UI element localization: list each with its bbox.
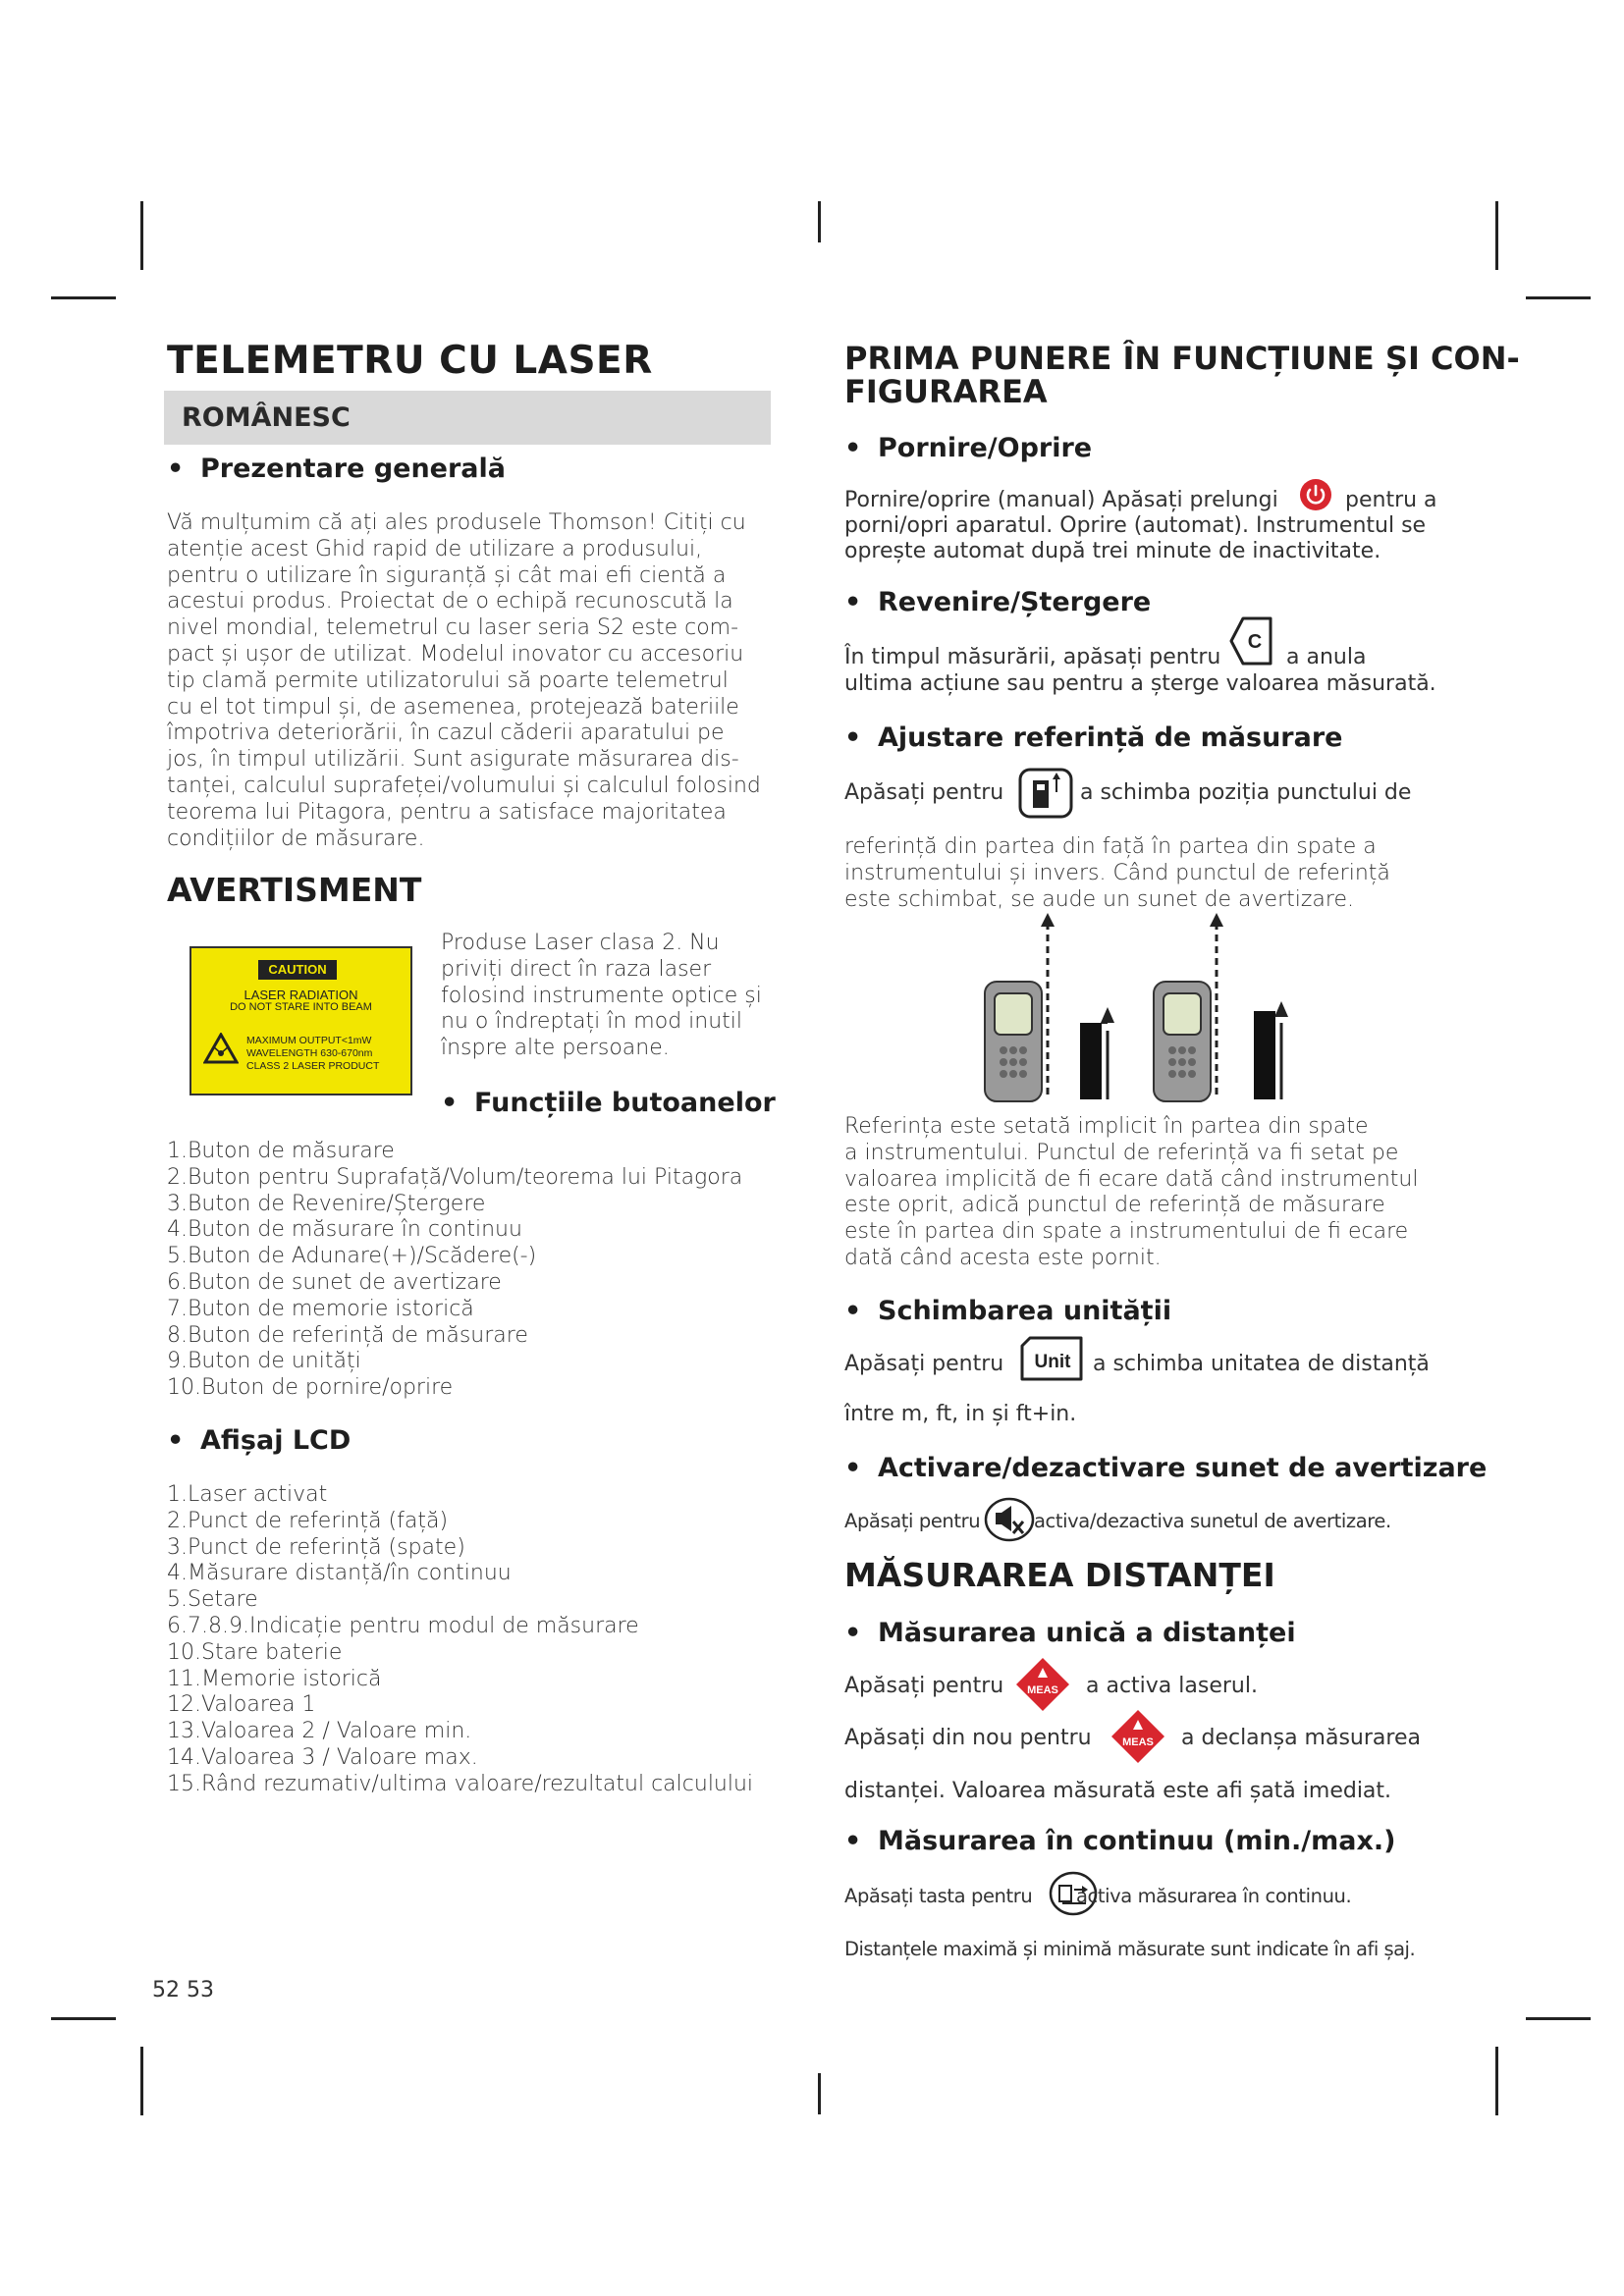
warning-triangle-icon	[203, 1033, 239, 1064]
language-band: ROMÂNESC	[164, 391, 771, 445]
overview-line: teorema lui Pitagora, pentru a satisface majoritatea	[167, 799, 727, 825]
lcd-item: 11.Memorie istorică	[167, 1666, 382, 1691]
buttons-list	[167, 1139, 776, 1402]
crop-mark	[818, 2073, 821, 2114]
warning-line: nu o îndreptați în mod inutil	[441, 1009, 743, 1035]
reference-diagram	[967, 913, 1311, 1109]
buttons-heading	[441, 1088, 776, 1118]
page-number: 52 53	[152, 1978, 214, 2002]
clear-line1b: a anula	[1286, 645, 1367, 669]
single-heading-text: Măsurarea unică a distanței	[878, 1618, 1296, 1648]
single-line2a: Apăsați din nou pentru	[844, 1726, 1092, 1750]
single-line1b: a activa laserul.	[1086, 1674, 1258, 1698]
clear-key-label: C	[1247, 631, 1263, 653]
lcd-item: 5.Setare	[167, 1587, 258, 1613]
ref-line: este schimbat, se aude un sunet de avertizare.	[844, 886, 1354, 912]
bullet: •	[844, 1296, 862, 1326]
caution-spec3: CLASS 2 LASER PRODUCT	[246, 1060, 380, 1072]
ref-default-line: valoarea implicită de fi ecare dată când instrumentul	[844, 1166, 1419, 1192]
bullet: •	[844, 1826, 862, 1856]
arrow-up-icon	[1101, 1007, 1114, 1023]
arrow-up-icon	[1274, 1001, 1288, 1017]
ref-default-paragraph	[844, 1114, 1458, 1272]
lcd-item: 14.Valoarea 3 / Valoare max.	[167, 1744, 478, 1770]
overview-heading	[167, 454, 506, 484]
overview-line: pact și ușor de utilizat. Modelul inovator cu accesoriu	[167, 641, 744, 667]
unit-line2: între m, ft, in și ft+in.	[844, 1402, 1077, 1426]
button-function-item: 10.Buton de pornire/oprire	[167, 1375, 454, 1401]
overview-line: acestui produs. Proiectat de o echipă recunoscută la	[167, 589, 733, 614]
button-function-item: 7.Buton de memorie istorică	[167, 1296, 474, 1321]
distance-title: MĂSURAREA DISTANȚEI	[844, 1556, 1275, 1594]
bullet: •	[844, 433, 862, 463]
unit-heading-text: Schimbarea unității	[878, 1296, 1172, 1326]
unit-key-icon	[1016, 1332, 1087, 1385]
clear-heading	[844, 587, 1151, 617]
ref-line1a: Apăsați pentru	[844, 780, 1004, 805]
ref-default-line: este în partea din spate a instrumentului de fi ecare	[844, 1219, 1409, 1245]
clear-line1a: În timpul măsurării, apăsați pentru	[844, 645, 1221, 669]
crop-mark	[51, 296, 116, 299]
power-heading	[844, 433, 1092, 463]
power-line2: porni/opri aparatul. Oprire (automat). Instrumentul se	[844, 513, 1427, 538]
reference-key-icon	[1017, 767, 1074, 820]
warning-heading: AVERTISMENT	[167, 871, 422, 909]
overview-line: condițiilor de măsurare.	[167, 826, 425, 851]
unit-line1a: Apăsați pentru	[844, 1352, 1004, 1376]
meas-key-icon	[1110, 1708, 1166, 1765]
crop-mark	[1495, 2047, 1498, 2115]
power-icon	[1299, 478, 1332, 511]
caution-spec2: WAVELENGTH 630-670nm	[246, 1047, 373, 1059]
bullet: •	[167, 454, 185, 484]
warning-line: Produse Laser clasa 2. Nu	[441, 931, 720, 955]
unit-heading	[844, 1296, 1171, 1326]
cont-line-b: activa măsurarea în continuu.	[1076, 1885, 1352, 1907]
buttons-heading-text: Funcțiile butoanelor	[474, 1088, 776, 1118]
crop-mark	[1495, 201, 1498, 270]
unit-line1b: a schimba unitatea de distanță	[1093, 1352, 1430, 1376]
arrow-up-icon	[1041, 913, 1055, 927]
button-function-item: 8.Buton de referință de măsurare	[167, 1322, 528, 1348]
lcd-item: 2.Punct de referință (față)	[167, 1508, 449, 1533]
cont-heading-text: Măsurarea în continuu (min./max.)	[878, 1826, 1396, 1856]
cont-line-a: Apăsați tasta pentru	[844, 1885, 1033, 1907]
bullet: •	[844, 1618, 862, 1648]
lcd-item: 1.Laser activat	[167, 1482, 328, 1507]
warning-paragraph	[441, 931, 780, 1062]
button-function-item: 1.Buton de măsurare	[167, 1139, 395, 1163]
ref-line: instrumentului și invers. Când punctul de referință	[844, 860, 1390, 885]
lcd-list	[167, 1482, 776, 1798]
lcd-item: 4.Măsurare distanță/în continuu	[167, 1561, 512, 1586]
overview-line: atenție acest Ghid rapid de utilizare a produsului,	[167, 536, 703, 561]
crop-mark	[1526, 2017, 1591, 2020]
cont-heading	[844, 1826, 1395, 1856]
lcd-item: 3.Punct de referință (spate)	[167, 1534, 465, 1560]
power-heading-text: Pornire/Oprire	[878, 433, 1093, 463]
warning-line: înspre alte persoane.	[441, 1036, 670, 1061]
button-function-item: 6.Buton de sunet de avertizare	[167, 1269, 502, 1295]
beep-mute-icon	[984, 1496, 1037, 1543]
power-line3: oprește automat după trei minute de inactivitate.	[844, 539, 1381, 563]
ref-default-line: este oprit, adică punctul de referință de măsurare	[844, 1193, 1385, 1218]
lcd-heading-text: Afișaj LCD	[200, 1425, 352, 1456]
arrow-up-icon	[1210, 913, 1223, 927]
ref-default-line: a instrumentului. Punctul de referință va fi setat pe	[844, 1140, 1399, 1165]
lcd-item: 12.Valoarea 1	[167, 1692, 316, 1718]
overview-line: nivel mondial, telemetrul cu laser seria S2 este com-	[167, 615, 739, 641]
rangefinder-device-icon	[1154, 982, 1211, 1101]
caution-label	[189, 946, 412, 1095]
setup-title-line1: PRIMA PUNERE ÎN FUNCȚIUNE ȘI CON-	[844, 340, 1520, 377]
bullet: •	[167, 1425, 185, 1456]
caution-line1: LASER RADIATION	[244, 988, 358, 1002]
crop-mark	[1526, 296, 1591, 299]
setup-title-line2: FIGURAREA	[844, 373, 1048, 410]
lcd-heading	[167, 1425, 351, 1456]
crop-mark	[140, 2047, 143, 2115]
single-line1a: Apăsați pentru	[844, 1674, 1004, 1698]
lcd-item: 15.Rând rezumativ/ultima valoare/rezultatul calculului	[167, 1771, 754, 1796]
lcd-item: 6.7.8.9.Indicație pentru modul de măsurare	[167, 1613, 639, 1638]
button-function-item: 2.Buton pentru Suprafață/Volum/teorema lui Pitagora	[167, 1164, 743, 1190]
power-line1a: Pornire/oprire (manual) Apăsați prelungi	[844, 488, 1278, 512]
crop-mark	[818, 201, 821, 242]
beep-heading-text: Activare/dezactivare sunet de avertizare	[878, 1453, 1488, 1483]
single-heading	[844, 1618, 1296, 1648]
ref-default-line: Referința este setată implicit în partea din spate	[844, 1114, 1369, 1139]
warning-line: folosind instrumente optice și	[441, 983, 762, 1008]
caution-spec1: MAXIMUM OUTPUT<1mW	[246, 1035, 372, 1046]
ref-line: referință din partea din față în partea din spate a	[844, 834, 1377, 859]
rangefinder-device-icon	[985, 982, 1042, 1101]
page-title: TELEMETRU CU LASER	[167, 339, 653, 383]
button-function-item: 5.Buton de Adunare(+)/Scădere(-)	[167, 1244, 537, 1269]
clear-heading-text: Revenire/Ștergere	[878, 587, 1152, 617]
ref-default-line: dată când acesta este pornit.	[844, 1245, 1162, 1270]
bullet: •	[844, 722, 862, 753]
meas-key-icon	[1014, 1656, 1071, 1713]
warning-line: priviți direct în raza laser	[441, 956, 712, 982]
meas-key-label: MEAS	[1027, 1684, 1058, 1696]
ref-paragraph	[844, 834, 1458, 913]
overview-line: pentru o utilizare în siguranță și cât mai efi cientă a	[167, 562, 727, 588]
overview-line: cu el tot timpul și, de asemenea, protejează bateriile	[167, 694, 739, 720]
button-function-item: 4.Buton de măsurare în continuu	[167, 1217, 522, 1243]
ref-line1b: a schimba poziția punctului de	[1080, 780, 1412, 805]
overview-line: împotriva deteriorării, în cazul căderii aparatului pe	[167, 721, 725, 746]
overview-heading-text: Prezentare generală	[200, 454, 507, 484]
overview-paragraph	[167, 510, 776, 852]
button-function-item: 3.Buton de Revenire/Ștergere	[167, 1191, 486, 1216]
overview-line: tanței, calculul suprafeței/volumului și calculul folosind	[167, 773, 761, 798]
overview-line: jos, în timpul utilizării. Sunt asigurate măsurarea dis-	[167, 747, 739, 773]
lcd-item: 13.Valoarea 2 / Valoare min.	[167, 1719, 472, 1744]
power-line1b: pentru a	[1345, 488, 1437, 512]
beep-line-a: Apăsați pentru	[844, 1510, 981, 1532]
ref-heading	[844, 722, 1342, 753]
lcd-item: 10.Stare baterie	[167, 1639, 343, 1665]
overview-line: tip clamă permite utilizatorului să poarte telemetrul	[167, 667, 729, 693]
bullet: •	[844, 587, 862, 617]
overview-line: Vă mulțumim că ați ales produsele Thomson! Citiți cu	[167, 510, 746, 535]
caution-line2: DO NOT STARE INTO BEAM	[230, 1001, 372, 1013]
clear-line2: ultima acțiune sau pentru a șterge valoarea măsurată.	[844, 671, 1436, 696]
crop-mark	[140, 201, 143, 270]
ref-heading-text: Ajustare referință de măsurare	[878, 722, 1343, 753]
single-line3: distanței. Valoarea măsurată este afi șată imediat.	[844, 1779, 1392, 1803]
bullet: •	[844, 1453, 862, 1483]
beep-heading	[844, 1453, 1487, 1483]
bullet: •	[441, 1088, 459, 1118]
clear-key-icon	[1227, 614, 1276, 669]
button-function-item: 9.Buton de unități	[167, 1349, 361, 1374]
cont-line2: Distanțele maximă și minimă măsurate sunt indicate în afi șaj.	[844, 1938, 1416, 1960]
crop-mark	[51, 2017, 116, 2020]
unit-key-label: Unit	[1034, 1352, 1071, 1372]
meas-key-label: MEAS	[1122, 1736, 1154, 1748]
beep-line-b: activa/dezactiva sunetul de avertizare.	[1034, 1510, 1391, 1532]
single-line2b: a declanșa măsurarea	[1181, 1726, 1421, 1750]
caution-title: CAUTION	[258, 960, 337, 980]
